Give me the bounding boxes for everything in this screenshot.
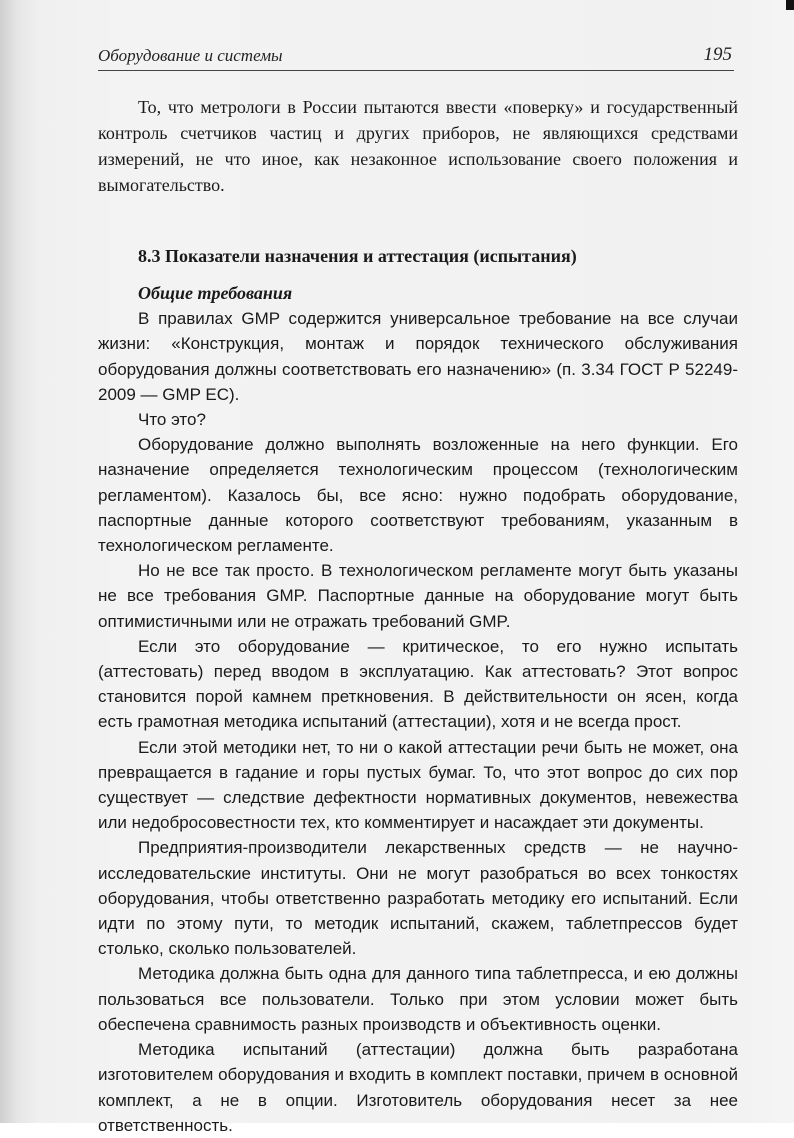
paragraph-5: Если это оборудование — критическое, то его нужно испытать (аттестовать) перед вводом в эксплуатацию. Как аттестовать? Этот вопрос становится порой камнем преткновения. В действительности он ясен, когда есть грамотная методика испытаний (аттестации), хотя и не всегда прост.: [98, 636, 738, 732]
page-number: 195: [703, 44, 732, 65]
paragraph-4: Но не все так просто. В технологическом регламенте могут быть указаны не все требования GMP. Паспортные данные на оборудование могут быть оптимистичными или не отражать требований GMP.: [98, 561, 738, 631]
paragraph-3: Оборудование должно выполнять возложенные на него функции. Его назначение определяется технологическим процессом (технологическим регламентом). Казалось бы, все ясно: нужно подобрать оборудование, паспортные данные которого соответствуют требованиям, указанным в технологическом регламенте.: [98, 435, 738, 556]
intro-paragraph: То, что метрологи в России пытаются ввести «поверку» и государственный контроль счетчиков частиц и других приборов, не являющихся средствами измерений, не что иное, как незаконное использование своего положения и вымогательство.: [98, 97, 738, 195]
paragraph-1: В правилах GMP содержится универсальное требование на все случаи жизни: «Конструкция, монтаж и порядок технического обслуживания оборудования должны соответствовать его назначению» (п. 3.34 ГОСТ Р 52249-2009 — GMP ЕС).: [98, 309, 738, 404]
paragraph-2: Что это?: [138, 410, 206, 430]
running-title: Оборудование и системы: [98, 46, 283, 65]
page-body: [98, 94, 738, 1138]
section-heading: 8.3 Показатели назначения и аттестация (испытания): [138, 246, 577, 266]
paragraph-8: Методика должна быть одна для данного типа таблетпресса, и ею должны пользоваться все пользователи. Только при этом условии может быть обеспечена сравнимость разных производств и объективность оценки.: [98, 964, 738, 1034]
paragraph-7: Предприятия-производители лекарственных средств — не научно-исследовательские институты. Они не могут разобраться во всех тонкостях оборудования, чтобы ответственно разработать методику его испытаний. Если идти по этому пути, то методик испытаний, скажем, таблетпрессов будет столько, сколько пользователей.: [98, 838, 738, 959]
section-body: [98, 281, 738, 1138]
subheading: Общие требования: [138, 283, 293, 303]
page-header: [98, 44, 734, 71]
paragraph-9: Методика испытаний (аттестации) должна быть разработана изготовителем оборудования и входить в комплект поставки, причем в основной комплект, а не в опции. Изготовитель оборудования несет за нее ответственность.: [98, 1040, 738, 1135]
scan-corner-mark: [786, 0, 794, 10]
paragraph-6: Если этой методики нет, то ни о какой аттестации речи быть не может, она превращается в гадание и горы пустых бумаг. То, что этот вопрос до сих пор существует — следствие дефектности нормативных документов, невежества или недобросовестности тех, кто комментирует и насаждает эти документы.: [98, 737, 738, 833]
